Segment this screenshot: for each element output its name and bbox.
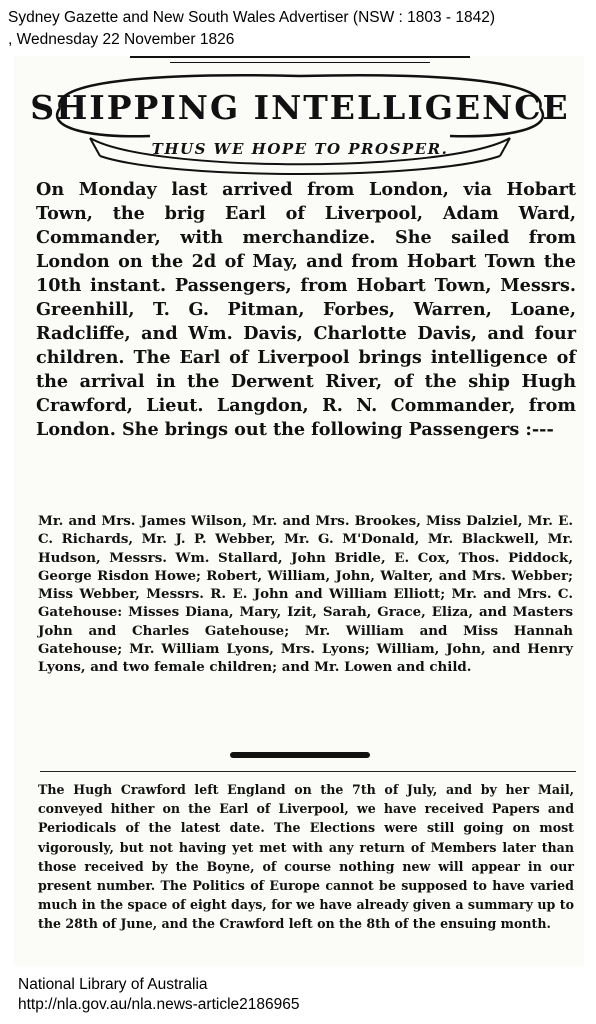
section-separator: [230, 752, 370, 758]
top-rule-thin: [170, 62, 430, 63]
masthead-title: SHIPPING INTELLIGENCE: [30, 88, 570, 127]
article-url: http://nla.gov.au/nla.news-article2186965: [18, 996, 300, 1013]
source-date: , Wednesday 22 November 1826: [8, 31, 235, 48]
masthead-motto: THUS WE HOPE TO PROSPER.: [151, 140, 449, 158]
top-rule: [130, 56, 470, 58]
article-lead-paragraph: On Monday last arrived from London, via Hobart Town, the brig Earl of Liverpool, Adam Ward, Commander, with merchandize. She sailed from London on the 2d of May, and from Hobart Town the 10th instant. Passengers, from Hobart Town, Messrs. Greenhill, T. G. Pitman, Forbes, Warren, Loane, Radcliffe, and Wm. Davis, Charlotte Davis, and four children. The Earl of Liverpool brings intelligence of the arrival in the Derwent River, of the ship Hugh Crawford, Lieut. Langdon, R. N. Commander, from London. She brings out the following Passengers :---: [36, 179, 576, 440]
library-credit: National Library of Australia: [18, 976, 208, 993]
article-second-paragraph: The Hugh Crawford left England on the 7th of July, and by her Mail, conveyed hither on the Earl of Liverpool, we have received Papers and Periodicals of the latest date. The Elections were still going on most vigorously, but not having yet met with any return of Members later than those received by the Boyne, of course nothing new will appear in our present number. The Politics of Europe cannot be supposed to have varied much in the space of eight days, for we have already given a summary up to the 28th of June, and the Crawford left on the 8th of the ensuing month.: [38, 782, 574, 932]
section-rule: [40, 771, 576, 772]
masthead: [30, 68, 570, 178]
passenger-list-paragraph: Mr. and Mrs. James Wilson, Mr. and Mrs. Brookes, Miss Dalziel, Mr. E. C. Richards, Mr. J. P. Webber, Mr. G. M'Donald, Mr. Blackwell, Mr. Hudson, Messrs. Wm. Stallard, John Bridle, E. Cox, Thos. Piddock, George Risdon Howe; Robert, William, John, Walter, and Mrs. Webber; Miss Webber, Messrs. R. E. John and William Elliott; Mr. and Mrs. C. Gatehouse: Misses Diana, Mary, Izit, Sarah, Grace, Eliza, and Masters John and Charles Gatehouse; Mr. William and Miss Hannah Gatehouse; Mr. William Lyons, Mrs. Lyons; William, John, and Henry Lyons, and two female children; and Mr. Lowen and child.: [38, 513, 573, 676]
source-title: Sydney Gazette and New South Wales Advertiser (NSW : 1803 - 1842): [8, 9, 496, 26]
